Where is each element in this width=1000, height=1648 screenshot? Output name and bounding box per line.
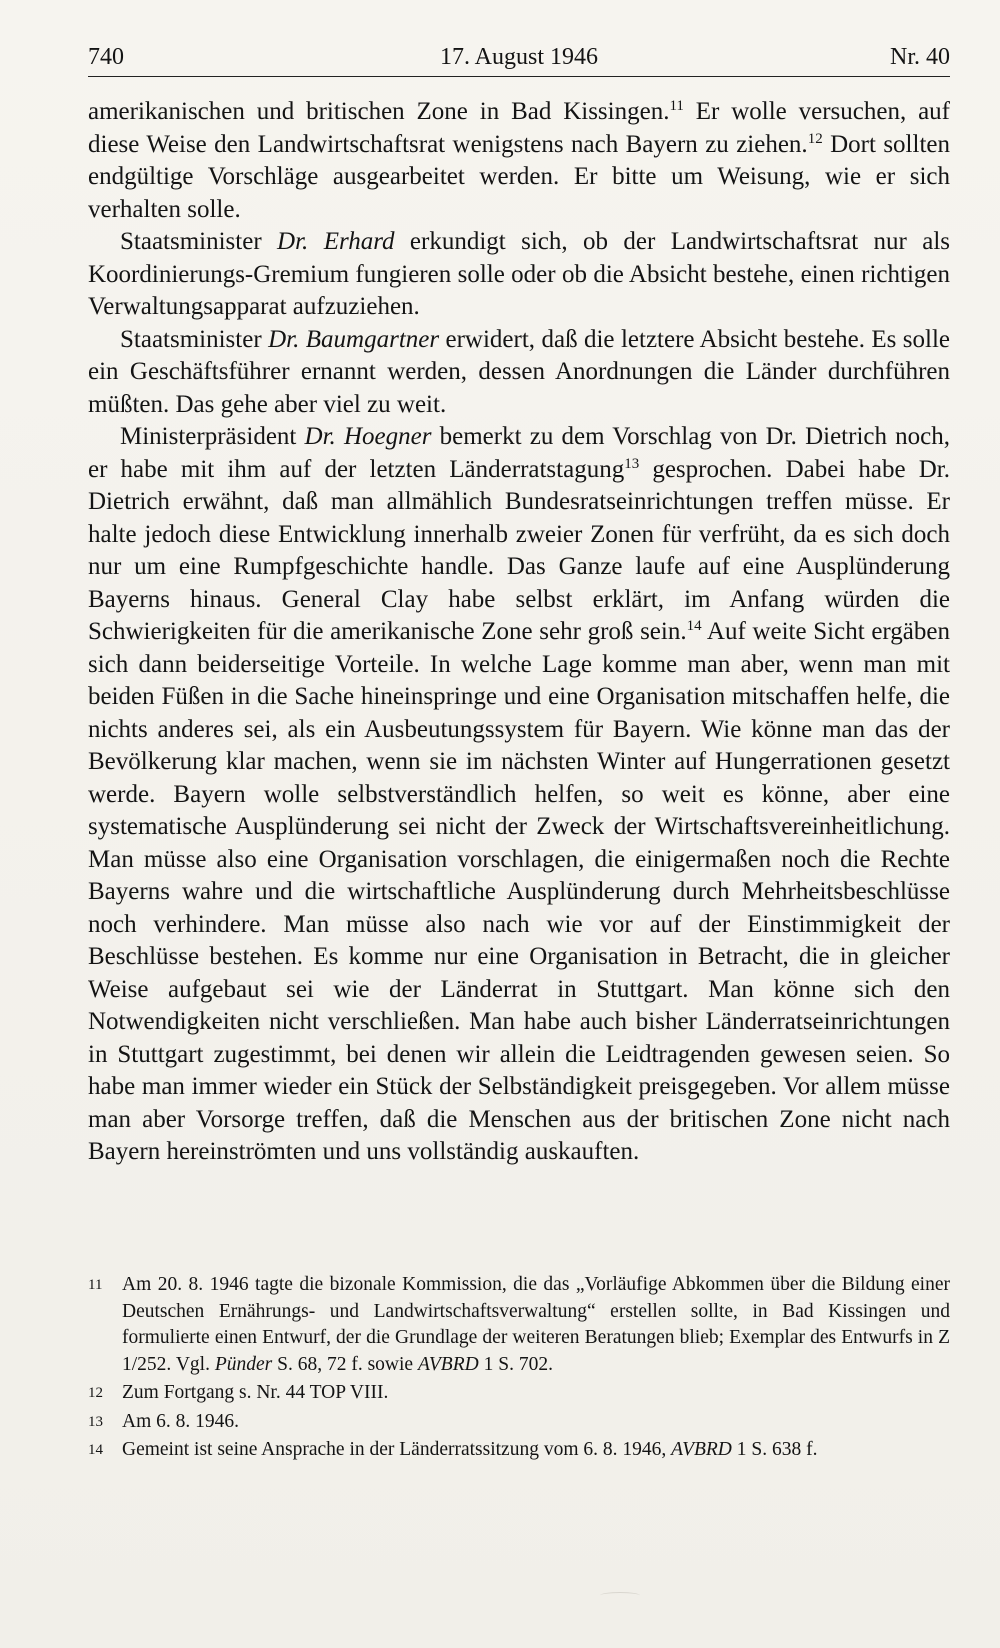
page-smudge — [600, 1592, 640, 1599]
footnote-ref-11[interactable]: 11 — [669, 98, 684, 114]
text-run: bemerkt zu dem Vorschlag von Dr. Dietrich noch, er habe mit ihm auf der letzten Länderratstagung — [88, 423, 951, 483]
header-rule — [88, 76, 950, 77]
running-header — [88, 38, 950, 78]
text-run: Er wolle versuchen, auf diese Weise den Landwirtschaftsrat wenigstens nach Bayern zu ziehen. — [88, 98, 950, 158]
text-run: Auf weite Sicht ergäben sich dann beiderseitige Vorteile. In welche Lage komme man aber, wenn man mit beiden Füßen in die Sache hineinspringe und eine Organisation mitschaffen helfe, die nichts anderes sei, als ein Ausbeutungssystem für Bayern. Wie könne man das der Bevölkerung klar machen, wenn sie im nächsten Winter auf Hungerrationen gesetzt werde. Bayern wolle selbstverständlich helfen, so weit es könne, aber eine systematische Ausplünderung sei nicht der Zweck der Wirtschaftsvereinheitlichung. Man müsse also eine Organisation vorschlagen, die einigermaßen noch die Rechte Bayerns wahre und die wirtschaftliche Ausplünderung durch Mehrheitsbeschlüsse noch verhindere. Man müsse also nach wie vor auf der Einstimmigkeit der Beschlüsse bestehen. Es komme nur eine Organisation in Betracht, die in gleicher Weise aufgebaut sei wie der Länderrat in Stuttgart. Man könne sich den Notwendigkeiten nicht verschließen. Man habe auch bisher Länderratseinrichtungen in Stuttgart zugestimmt, bei denen wir allein die Leidtragenden gewesen seien. So habe man immer wieder ein Stück der Selbständigkeit preisgegeben. Vor allem müsse man aber Vorsorge treffen, daß die Menschen aus der britischen Zone nicht nach Bayern hereinströmten und uns vollständig auskauften. — [88, 618, 950, 1165]
text-run: erkundigt sich, ob der Landwirtschaftsrat nur als Koordinierungs-Gremium fungieren solle oder ob die Absicht bestehe, einen richtigen Verwaltungsapparat aufzuziehen. — [88, 228, 950, 320]
main-text — [88, 96, 950, 1169]
footnote-ref-12[interactable]: 12 — [807, 130, 823, 147]
footnote-13 — [88, 1409, 950, 1436]
text-run: Staatsminister — [120, 325, 269, 353]
footnote-ref-14[interactable]: 14 — [686, 618, 702, 634]
header-date: 17. August 1946 — [439, 44, 598, 70]
text-run: S. 68, 72 f. sowie — [272, 1353, 418, 1375]
footnote-number: 13 — [88, 1413, 103, 1430]
text-run: Zum Fortgang s. Nr. 44 TOP VIII. — [122, 1382, 389, 1403]
footnote-number: 11 — [88, 1277, 103, 1293]
speaker-name: Dr. Hoegner — [304, 423, 432, 450]
citation-italic: AVBRD — [417, 1353, 479, 1375]
paragraph-2 — [88, 226, 950, 324]
speaker-name: Dr. Erhard — [277, 228, 395, 255]
speaker-name: Dr. Baumgartner — [268, 325, 440, 353]
footnote-14 — [88, 1437, 950, 1464]
paragraph-3 — [88, 324, 950, 422]
text-run: Staatsminister — [120, 228, 278, 255]
text-run: 1 S. 638 f. — [731, 1439, 818, 1460]
citation-italic: AVBRD — [671, 1439, 732, 1460]
text-run: erwidert, daß die letztere Absicht bestehe. Es solle ein Geschäftsführer ernannt werden, dessen Anordnungen die Länder durchführen müßten. Das gehe aber viel zu weit. — [88, 325, 951, 418]
page-number: 740 — [88, 44, 124, 70]
footnote-12 — [88, 1380, 950, 1407]
footnote-ref-13[interactable]: 13 — [624, 455, 640, 472]
issue-number: Nr. 40 — [890, 44, 950, 70]
text-run: Am 20. 8. 1946 tagte die bizonale Kommission, die das „Vorläufige Abkommen über die Bildung einer Deutschen Ernährungs- und Landwirtschaftsverwaltung“ erstellen sollte, in Bad Kissingen und formulierte einen Entwurf, der die Grundlage der weiteren Beratungen blieb; Exemplar des Entwurfs in Z 1/252. Vgl. — [122, 1274, 950, 1375]
paragraph-1 — [88, 96, 950, 226]
text-run: Ministerpräsident — [120, 423, 305, 450]
text-run: Am 6. 8. 1946. — [122, 1410, 239, 1432]
citation-italic: Pünder — [214, 1353, 273, 1375]
footnote-number: 14 — [88, 1442, 103, 1458]
text-run: Gemeint ist seine Ansprache in der Länderratssitzung vom 6. 8. 1946, — [122, 1439, 672, 1460]
text-run: gesprochen. Dabei habe Dr. Dietrich erwähnt, daß man allmählich Bundesratseinrichtungen treffen müsse. Er halte jedoch diese Entwicklung innerhalb zweier Zonen für verfrüht, da es sich doch nur um eine Rumpfgeschichte handle. Das Ganze laufe auf eine Ausplünderung Bayerns hinaus. General Clay habe selbst erklärt, im Anfang würden die Schwierigkeiten für die amerikanische Zone sehr groß sein. — [88, 455, 950, 645]
text-run: 1 S. 702. — [478, 1353, 553, 1375]
text-run: Dort sollten endgültige Vorschläge ausgearbeitet werden. Er bitte um Weisung, wie er sich verhalten solle. — [88, 130, 950, 223]
paragraph-4 — [88, 421, 950, 1169]
text-run: amerikanischen und britischen Zone in Bad Kissingen. — [88, 98, 670, 125]
footnote-number: 12 — [88, 1385, 103, 1401]
footnote-11 — [88, 1272, 950, 1378]
footnotes — [88, 1272, 950, 1466]
